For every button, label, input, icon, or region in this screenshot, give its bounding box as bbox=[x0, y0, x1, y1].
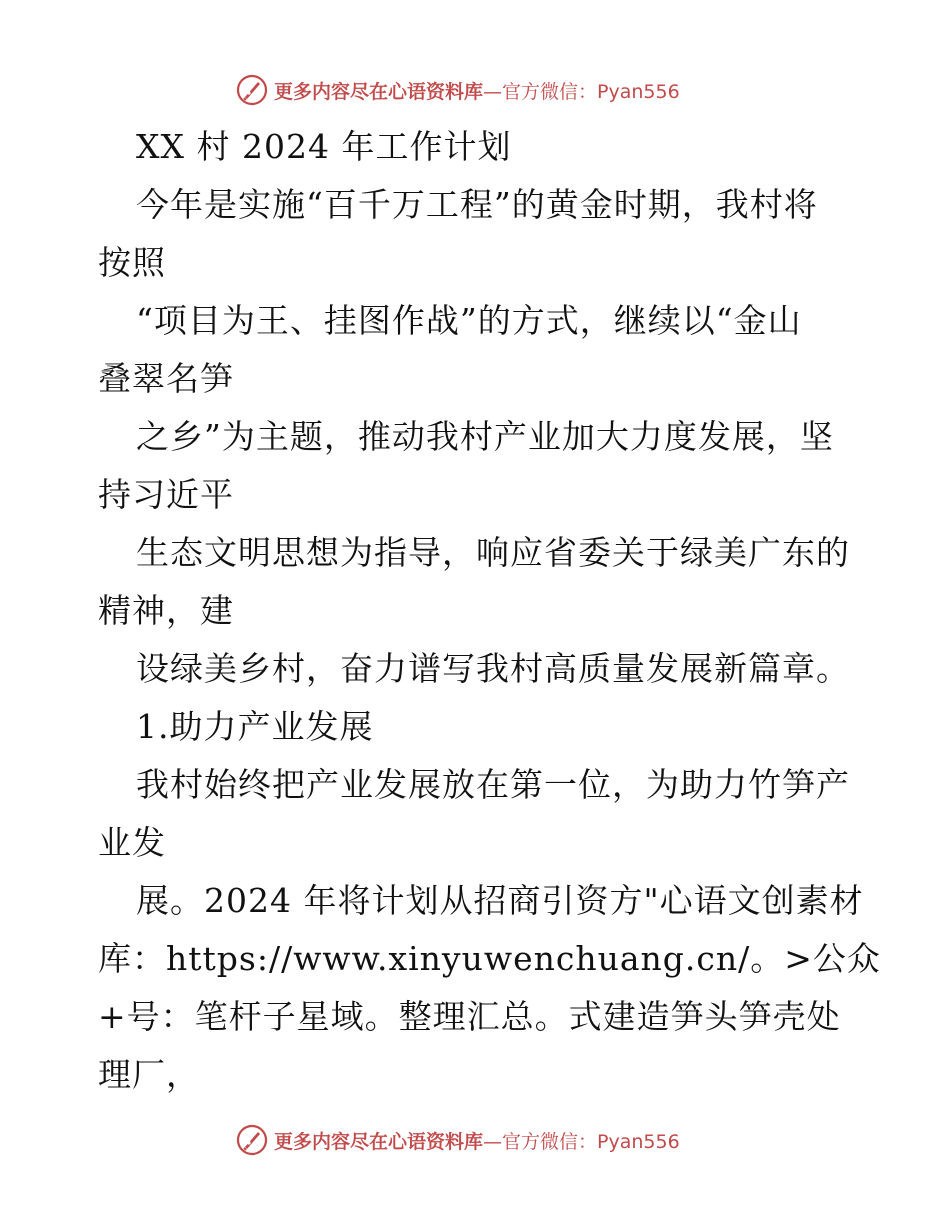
quill-pen-logo-icon bbox=[236, 1124, 268, 1156]
section-heading: 1.助力产业发展 bbox=[136, 707, 374, 746]
footer-watermark-banner bbox=[236, 1123, 680, 1157]
paragraph-line: 库：https://www.xinyuwenchuang.cn/。>公众 bbox=[98, 939, 881, 978]
header-watermark-banner bbox=[236, 73, 680, 107]
paragraph-line: 按照 bbox=[98, 243, 166, 282]
paragraph-line: 展。2024 年将计划从招商引资方"心语文创素材 bbox=[136, 881, 864, 920]
paragraph-line: 之乡”为主题，推动我村产业加大力度发展，坚 bbox=[136, 417, 834, 456]
paragraph-line: 生态文明思想为指导，响应省委关于绿美广东的 bbox=[136, 533, 850, 572]
watermark-bold-text: 更多内容尽在心语资料库 bbox=[274, 1130, 484, 1153]
document-title: XX 村 2024 年工作计划 bbox=[136, 127, 512, 166]
watermark-contact-text: —官方微信：Pyan556 bbox=[483, 1130, 680, 1153]
watermark-text bbox=[274, 1127, 680, 1154]
paragraph-line: 业发 bbox=[98, 823, 166, 862]
paragraph-line: 叠翠名笋 bbox=[98, 359, 234, 398]
paragraph-line: 今年是实施“百千万工程”的黄金时期，我村将 bbox=[136, 185, 818, 224]
paragraph-line: 精神，建 bbox=[98, 591, 234, 630]
document-body bbox=[98, 118, 881, 1104]
watermark-text bbox=[274, 77, 680, 104]
paragraph-line: 我村始终把产业发展放在第一位，为助力竹笋产 bbox=[136, 765, 850, 804]
paragraph-line: +号：笔杆子星域。整理汇总。式建造笋头笋壳处 bbox=[98, 997, 841, 1036]
quill-pen-logo-icon bbox=[236, 74, 268, 106]
paragraph-line: 持习近平 bbox=[98, 475, 234, 514]
watermark-bold-text: 更多内容尽在心语资料库 bbox=[274, 80, 484, 103]
paragraph-line: 设绿美乡村，奋力谱写我村高质量发展新篇章。 bbox=[136, 649, 850, 688]
paragraph-line: “项目为王、挂图作战”的方式，继续以“金山 bbox=[136, 301, 802, 340]
watermark-contact-text: —官方微信：Pyan556 bbox=[483, 80, 680, 103]
paragraph-line: 理厂， bbox=[98, 1055, 200, 1094]
